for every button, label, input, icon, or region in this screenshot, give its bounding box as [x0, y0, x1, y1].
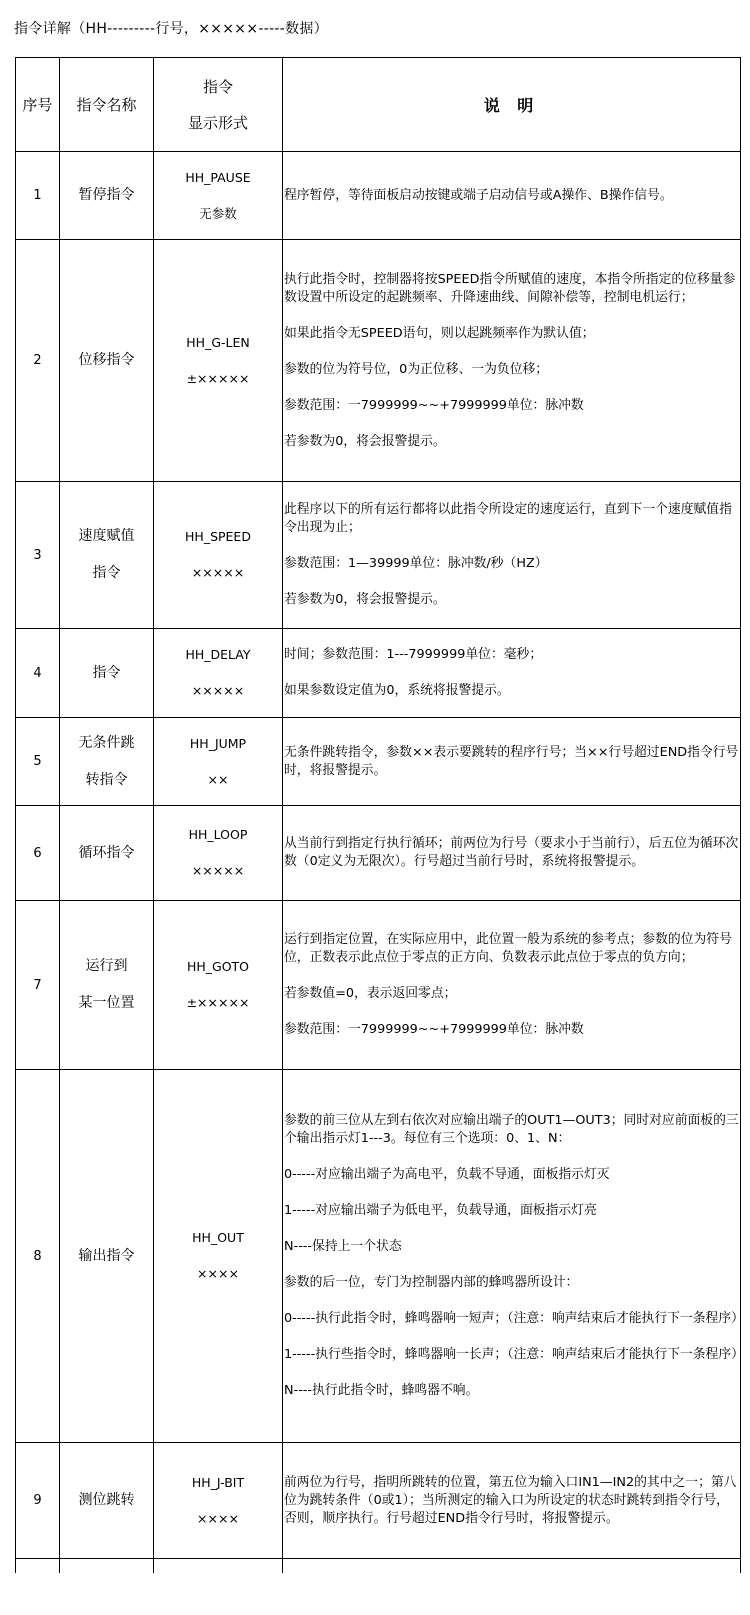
- row-name-line: 位移指令: [78, 352, 135, 368]
- description-paragraph: N----保持上一个状态: [284, 1239, 402, 1254]
- row-description: [283, 152, 741, 240]
- row-param: ±×××××: [186, 370, 250, 386]
- row-index: 9: [16, 1443, 60, 1559]
- row-code-cell: [154, 718, 283, 806]
- row-index: 5: [16, 718, 60, 806]
- row-description: [283, 806, 741, 901]
- row-code-cell: [154, 806, 283, 901]
- row-name-line: 运行到: [85, 958, 128, 974]
- row-index: 6: [16, 806, 60, 901]
- row-name: [60, 1070, 154, 1443]
- description-paragraph: 运行到指定位置，在实际应用中，此位置一般为系统的参考点；参数的位为符号位，正数表示此点位于零点的正方向、负数表示此点位于零点的负方向；: [284, 932, 732, 965]
- row-code: HH_JUMP: [189, 735, 247, 751]
- description-paragraph: 此程序以下的所有运行都将以此指令所设定的速度运行，直到下一个速度赋值指令出现为止；: [284, 502, 732, 535]
- row-name-line: 指令: [92, 664, 121, 681]
- row-description: [283, 901, 741, 1070]
- row-param: ××××: [197, 1266, 239, 1281]
- row-code-cell: [154, 482, 283, 629]
- table-row: [16, 806, 741, 901]
- table-row: [16, 240, 741, 482]
- description-paragraph: 若参数值=0，表示返回零点；: [284, 986, 457, 1001]
- row-param: ±×××××: [186, 995, 250, 1010]
- header-name: 指令名称: [60, 58, 154, 152]
- description-paragraph: 0-----执行此指令时，蜂鸣器响一短声；（注意：响声结束后才能执行下一条程序）: [284, 1311, 744, 1326]
- row-description: [283, 240, 741, 482]
- description-paragraph: 程序暂停，等待面板启动按键或端子启动信号或A操作、B操作信号。: [284, 187, 673, 203]
- row-code-cell: [154, 152, 283, 240]
- row-name: [60, 629, 154, 718]
- header-form-line1: 指令: [202, 77, 233, 96]
- page-title: 指令详解（HH---------行号，×××××-----数据）: [14, 21, 329, 37]
- row-name: [60, 806, 154, 901]
- row-code: HH_SPEED: [185, 529, 251, 544]
- row-name: [60, 718, 154, 806]
- row-name-line: 指令: [92, 565, 121, 581]
- row-name: [60, 482, 154, 629]
- description-paragraph: 无条件跳转指令，参数××表示要跳转的程序行号；当××行号超过END指令行号时，将报警提示。: [284, 744, 739, 778]
- row-name: [60, 901, 154, 1070]
- description-paragraph: N----执行此指令时，蜂鸣器不响。: [284, 1383, 479, 1398]
- row-name-line: 测位跳转: [78, 1492, 135, 1508]
- description-paragraph: 参数的后一位，专门为控制器内部的蜂鸣器所设计：: [284, 1275, 579, 1290]
- row-name: [60, 240, 154, 482]
- header-form-line2: 显示形式: [187, 113, 248, 132]
- row-code: HH_J-BIT: [191, 1474, 245, 1490]
- row-name-line: 速度赋值: [78, 528, 135, 544]
- row-index: 8: [16, 1070, 60, 1443]
- row-index: 2: [16, 240, 60, 482]
- table-row: [16, 901, 741, 1070]
- description-paragraph: 0-----对应输出端子为高电平，负载不导通，面板指示灯灭: [284, 1167, 610, 1182]
- table-body: [16, 152, 744, 1574]
- row-param: ×××××: [191, 683, 245, 698]
- header-index: 序号: [16, 58, 60, 152]
- row-code-cell: [154, 629, 283, 718]
- description-paragraph: 参数范围：一7999999~~+7999999单位：脉冲数: [284, 1022, 584, 1037]
- table-row-partial: [16, 1559, 741, 1574]
- row-code-cell: [154, 1070, 283, 1443]
- row-code-cell: [154, 240, 283, 482]
- partial-cell: [60, 1559, 154, 1574]
- description-paragraph: 从当前行到指定行执行循环；前两位为行号（要求小于当前行），后五位为循环次数（0定义为无限次）。行号超过当前行号时，系统将报警提示。: [284, 836, 739, 869]
- description-paragraph: 前两位为行号，指明所跳转的位置，第五位为输入口IN1—IN2的其中之一；第八位为跳转条件（0或1）；当所测定的输入口为所设定的状态时跳转到指令行号，否则，顺序执行。行号超过END指令行号时，将报警提示。: [284, 1474, 737, 1526]
- instruction-table: [15, 57, 744, 1573]
- partial-cell: [16, 1559, 60, 1574]
- description-paragraph: 若参数为0，将会报警提示。: [284, 592, 446, 607]
- description-paragraph: 时间；参数范围：1---7999999单位：毫秒；: [284, 647, 543, 662]
- table-row: [16, 1443, 741, 1559]
- partial-cell: [154, 1559, 283, 1574]
- description-paragraph: 1-----执行些指令时，蜂鸣器响一长声；（注意：响声结束后才能执行下一条程序）: [284, 1347, 744, 1362]
- description-paragraph: 参数范围：1—39999单位：脉冲数/秒（HZ）: [284, 556, 548, 571]
- row-index: 3: [16, 482, 60, 629]
- row-code: HH_PAUSE: [185, 169, 251, 185]
- row-code-cell: [154, 901, 283, 1070]
- row-description: [283, 1443, 741, 1559]
- description-paragraph: 若参数为0，将会报警提示。: [284, 433, 446, 449]
- row-name: [60, 152, 154, 240]
- partial-cell: [283, 1559, 741, 1574]
- row-description: [283, 629, 741, 718]
- table-row: [16, 482, 741, 629]
- row-code: HH_GOTO: [186, 959, 250, 974]
- header-desc: 说 明: [283, 58, 741, 152]
- row-code: HH_LOOP: [188, 827, 248, 842]
- row-name-line: 某一位置: [78, 995, 135, 1011]
- row-param: ××: [207, 771, 229, 787]
- row-name: [60, 1443, 154, 1559]
- row-code: HH_DELAY: [185, 647, 251, 662]
- row-description: [283, 1070, 744, 1443]
- row-param: 无参数: [199, 205, 237, 221]
- row-index: 7: [16, 901, 60, 1070]
- description-paragraph: 执行此指令时，控制器将按SPEED指令所赋值的速度，本指令所指定的位移量参数设置中所设定的起跳频率、升降速曲线、间隙补偿等，控制电机运行；: [284, 271, 736, 305]
- row-param: ××××: [197, 1510, 239, 1526]
- row-code-cell: [154, 1443, 283, 1559]
- table-row: [16, 1070, 741, 1443]
- row-name-line: 无条件跳: [78, 734, 135, 751]
- description-paragraph: 参数的位为符号位，0为正位移、一为负位移；: [284, 361, 549, 377]
- row-description: [283, 482, 741, 629]
- row-name-line: 转指令: [85, 771, 128, 788]
- description-paragraph: 如果参数设定值为0，系统将报警提示。: [284, 683, 510, 698]
- row-index: 4: [16, 629, 60, 718]
- row-name-line: 输出指令: [78, 1247, 135, 1264]
- row-index: 1: [16, 152, 60, 240]
- description-paragraph: 如果此指令无SPEED语句，则以起跳频率作为默认值；: [284, 325, 595, 341]
- description-paragraph: 参数范围：一7999999~~+7999999单位：脉冲数: [284, 397, 584, 413]
- row-code: HH_G-LEN: [186, 334, 250, 350]
- row-name-line: 暂停指令: [78, 187, 135, 203]
- row-param: ×××××: [191, 863, 245, 878]
- header-form: [154, 58, 283, 152]
- table-header-row: [16, 58, 741, 152]
- table-row: [16, 718, 741, 806]
- row-name-line: 循环指令: [78, 844, 135, 861]
- row-code: HH_OUT: [192, 1230, 244, 1245]
- description-paragraph: 1-----对应输出端子为低电平，负载导通，面板指示灯亮: [284, 1203, 597, 1218]
- table-row: [16, 152, 741, 240]
- row-description: [283, 718, 741, 806]
- description-paragraph: 参数的前三位从左到右依次对应输出端子的OUT1—OUT3；同时对应前面板的三个输出指示灯1---3。每位有三个选项：0、1、N：: [284, 1113, 739, 1146]
- row-param: ×××××: [191, 565, 245, 580]
- table-row: [16, 629, 741, 718]
